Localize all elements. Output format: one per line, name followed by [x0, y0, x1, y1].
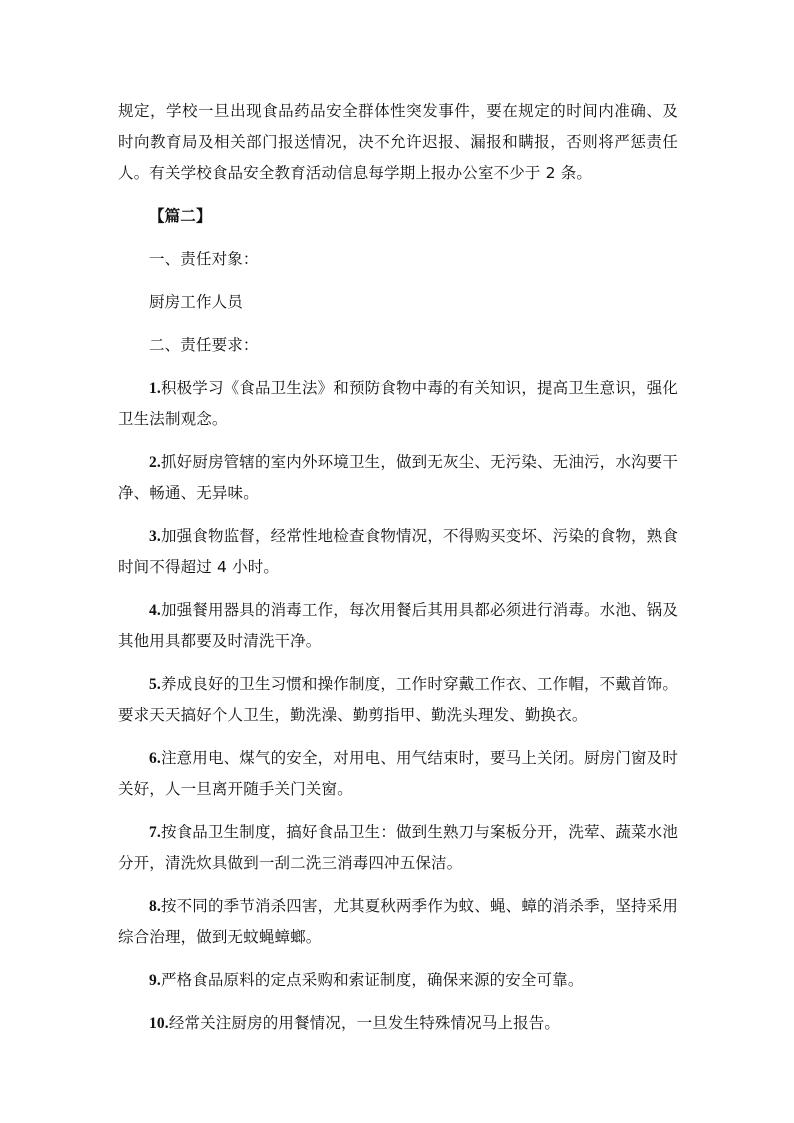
item-text: 严格食品原料的定点采购和索证制度，确保来源的安全可靠。: [160, 971, 584, 989]
item-text: 经常关注厨房的用餐情况，一旦发生特殊情况马上报告。: [168, 1014, 561, 1032]
item-number: 5.: [149, 676, 161, 693]
requirement-item-3: [118, 521, 678, 583]
requirement-item-6: [118, 743, 678, 805]
item-number: 10.: [149, 1015, 169, 1032]
requirement-item-1: [118, 373, 678, 435]
requirement-item-7: [118, 817, 678, 879]
paragraph-text: 规定，学校一旦出现食品药品安全群体性突发事件，要在规定的时间内准确、及时向教育局及相关部门报送情况，决不允许迟报、漏报和瞒报，否则将严惩责任人。有关学校食品安全教育活动信息每学期上报办公室不少于 2 条。: [118, 102, 678, 182]
paragraph-intro: [118, 96, 678, 189]
section-heading-text: 【篇二】: [149, 207, 212, 225]
document-page: [118, 96, 678, 1051]
item-text: 注意用电、煤气的安全，对用电、用气结束时，要马上关闭。厨房门窗及时关好，人一旦离开随手关门关窗。: [118, 749, 678, 798]
item-number: 3.: [149, 528, 161, 545]
item-number: 2.: [149, 454, 161, 471]
section-heading-pian-er: [118, 201, 678, 232]
item-number: 7.: [149, 824, 161, 841]
item-number: 1.: [149, 380, 161, 397]
requirement-item-9: [118, 965, 678, 996]
item-number: 6.: [149, 750, 161, 767]
item-text: 加强餐用器具的消毒工作，每次用餐后其用具都必须进行消毒。水池、锅及其他用具都要及时清洗干净。: [118, 601, 678, 650]
paragraph-text: 厨房工作人员: [149, 293, 243, 311]
item-text: 按不同的季节消杀四害，尤其夏秋两季作为蚊、蝇、蟑的消杀季，坚持采用综合治理，做到无蚊蝇蟑螂。: [118, 897, 678, 946]
requirement-item-2: [118, 447, 678, 509]
item-number: 8.: [149, 898, 161, 915]
requirement-item-4: [118, 595, 678, 657]
subheading-text: 二、责任要求：: [149, 336, 259, 354]
item-text: 养成良好的卫生习惯和操作制度，工作时穿戴工作衣、工作帽，不戴首饰。要求天天搞好个人卫生，勤洗澡、勤剪指甲、勤洗头理发、勤换衣。: [118, 675, 678, 724]
paragraph-target-staff: [118, 287, 678, 318]
subheading-responsibility-requirements: [118, 330, 678, 361]
requirement-item-8: [118, 891, 678, 953]
requirement-item-10: [118, 1008, 678, 1039]
item-text: 积极学习《食品卫生法》和预防食物中毒的有关知识，提高卫生意识，强化卫生法制观念。: [118, 379, 678, 428]
item-text: 加强食物监督，经常性地检查食物情况，不得购买变坏、污染的食物，熟食时间不得超过 4 小时。: [118, 527, 678, 576]
item-number: 4.: [149, 602, 161, 619]
requirement-item-5: [118, 669, 678, 731]
item-text: 按食品卫生制度，搞好食品卫生：做到生熟刀与案板分开，洗荤、蔬菜水池分开，清洗炊具做到一刮二洗三消毒四冲五保洁。: [118, 823, 678, 872]
subheading-responsibility-target: [118, 244, 678, 275]
item-number: 9.: [149, 972, 161, 989]
item-text: 抓好厨房管辖的室内外环境卫生，做到无灰尘、无污染、无油污，水沟要干净、畅通、无异味。: [118, 453, 678, 502]
subheading-text: 一、责任对象：: [149, 250, 259, 268]
